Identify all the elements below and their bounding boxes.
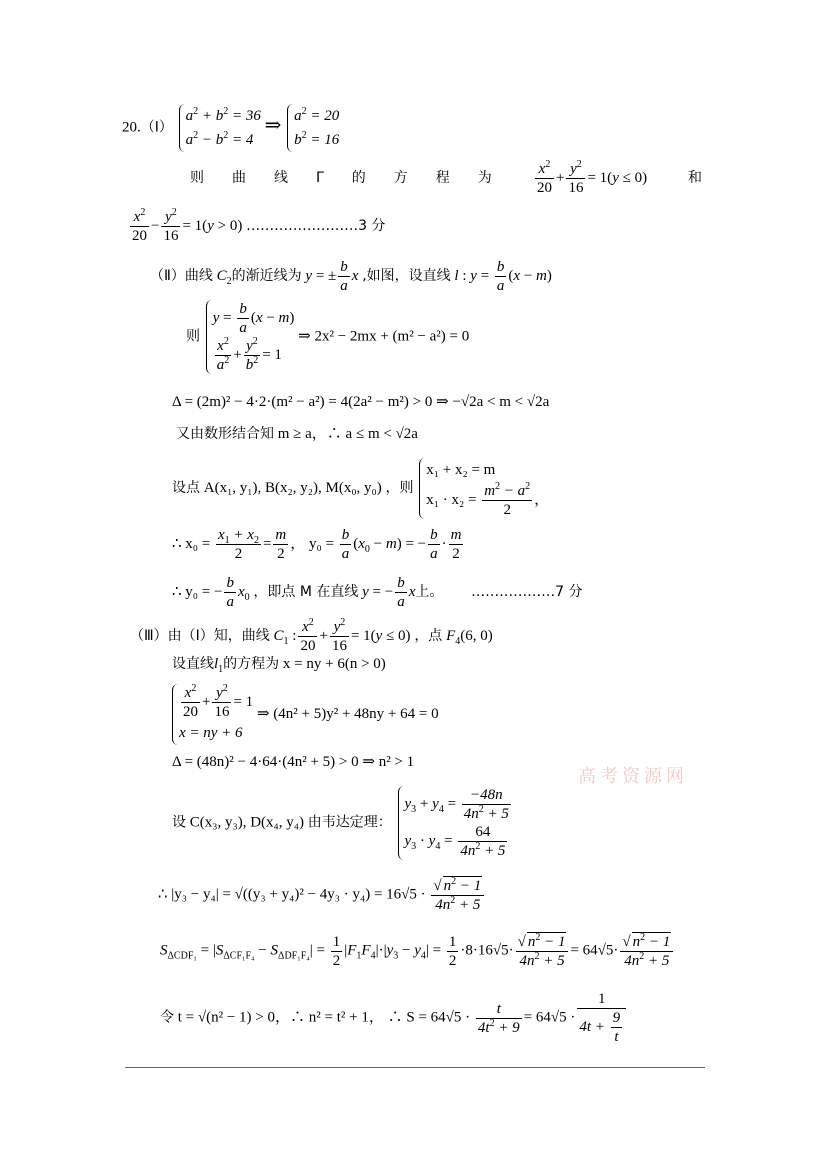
footer-rule <box>125 1067 705 1068</box>
part2-label: （Ⅱ）曲线 <box>150 267 213 284</box>
points-text: A(x₁, y₁), B(x₂, y₂), M(x₀, y₀) <box>203 479 382 496</box>
know-line <box>176 424 418 444</box>
delta3-line <box>172 752 414 772</box>
points-line <box>172 458 549 519</box>
part1-header <box>122 104 339 152</box>
delta-line <box>172 392 549 412</box>
problem-number: 20. <box>122 119 141 136</box>
curve-equation-line <box>190 168 492 188</box>
set-line-text: 设直线 <box>172 656 214 672</box>
part3-label: （Ⅲ）由（Ⅰ）知，曲线 <box>130 627 270 644</box>
score-7: ………………7 分 <box>471 583 583 600</box>
intro-a: 的渐近线为 <box>231 267 302 284</box>
point-text: ，点 <box>414 627 443 644</box>
conclude-line: ∴ y₀ = − $\frac{b}{a}$ $x_0$ ，即点 M 在直线 y = − $\frac{b}{a}$ x上。 ………………7 分 <box>172 575 583 610</box>
midpoint-line: ∴ x₀ = $\frac{x_1 + x_2}{2}$ = $\frac{m}{2}$ ， y₀ = $\frac{b}{a}$ $(x_0 - m)$ = − $\frac{b}{a}$ · $\frac{m}{2}$ <box>172 527 462 562</box>
part2-system <box>186 300 469 374</box>
ellipse-line-system: $\frac{x^2}{20}$ + $\frac{y^2}{16}$ = 1 x = ny + 6 <box>172 684 253 745</box>
system-left: $a^2 + b^2 = 36$ $a^2 - b^2 = 4$ <box>179 104 261 152</box>
diff-line: ∴ |y₃ − y₄| = √((y₃ + y₄)² − 4y₃ · y₄) = 16√5 · $\frac{√ n^2 - 1}{4n^2 + 5}$ <box>158 876 486 914</box>
then2-text: ，则 <box>385 479 414 496</box>
diff-text: ∴ |y₃ − y₄| = √((y₃ + y₄)² − 4y₃ · y₄) = 16√5 · <box>158 886 426 903</box>
know-tail: m ≥ a，∴ a ≤ m < √2a <box>277 426 418 442</box>
x0-text: ∴ x₀ = <box>172 535 211 552</box>
know-text: 又由数形结合知 <box>176 426 274 442</box>
part1-label: （Ⅰ） <box>140 119 173 136</box>
implies-arrow: ⇒ <box>264 114 282 137</box>
conclude-tail: 上。 <box>415 583 444 600</box>
area-line: $S_{\Delta CDF_1} = |S_{\Delta CF_1F_4} - S_{\Delta DF_1F_4}|$ = $\frac{1}{2}$ $|F_1F_4|\cdot|y_3 - y_4|$ = $\frac{1}{2}$ ·8·16√5· $\frac{√ n^2 - 1}{4n^2 + 5}$ = 64√5· $\frac{√ n^2 - 1}{4n^2 + 5}$ <box>160 932 675 970</box>
system-line-eq: x = ny + 6 <box>179 725 243 741</box>
quadratic-y: ⇒ (4n² + 5)y² + 48ny + 64 = 0 <box>256 705 439 722</box>
curve-eq1: $\frac{x^2}{20}$ + $\frac{y^2}{16}$ = 1(y ≤ 0) <box>537 159 648 196</box>
intro-b: ,如图，设直线 <box>362 267 451 284</box>
conclude-mid: ，即点 M 在直线 <box>253 583 359 600</box>
curve-eq2: $\frac{x^2}{20}$ − $\frac{y^2}{16}$ = 1(y > 0) ……………………3 分 <box>132 207 386 244</box>
let-text: 令 <box>160 1009 174 1026</box>
y0-text: y₀ = <box>309 535 334 552</box>
part2-intro: （Ⅱ）曲线 $C_2$的渐近线为 y = ± $\frac{b}{a}$ x ,如图，设直线 l : y = $\frac{b}{a}$ (x − m) <box>150 259 552 294</box>
substitution-line: 令 t = √(n² − 1) > 0，∴ n² = t² + 1， ∴ S = 64√5 · $\frac{t}{4t^2 + 9}$ = 64√5 · 1 4t + $\frac{9}{t}$ <box>160 990 628 1046</box>
delta3-text: Δ = (48n)² − 4·64·(4n² + 5) > 0 ⇒ n² > 1 <box>172 754 415 770</box>
watermark: 高考资源网 <box>578 766 688 787</box>
score-3: ……………………3 分 <box>246 217 386 234</box>
vieta-system: x₁ + x₂ = m x₁ · x₂ = $\frac{m^2 - a^2}{2}$ ， <box>419 458 549 519</box>
area-tail: ∴ S = 64√5 · <box>387 1009 471 1026</box>
quadratic-result: ⇒ 2x² − 2mx + (m² − a²) = 0 <box>298 328 470 345</box>
then-text: 则 <box>186 328 200 345</box>
and-text: 和 <box>688 170 702 186</box>
conclude-text: ∴ y₀ = − <box>172 583 223 600</box>
curve-text: 则 曲 线 Γ 的 方 程 为 <box>190 170 492 186</box>
set-line-tail: 的方程为 <box>223 656 280 672</box>
cd-line <box>172 786 513 860</box>
line-ellipse-system: y = $\frac{b}{a}$ (x − m) $\frac{x^2}{a^2}$ + $\frac{y^2}{b^2}$ = 1 <box>206 300 295 374</box>
set-points-text: 设点 <box>172 479 200 496</box>
line-l1: 设直线$l_1$的方程为 x = ny + 6(n > 0) <box>172 656 386 675</box>
vieta-text: 由韦达定理： <box>307 814 392 831</box>
line-eq: x = ny + 6(n > 0) <box>282 656 386 672</box>
let-mid: t = √(n² − 1) > 0，∴ n² = t² + 1， <box>177 1009 384 1026</box>
part3-system <box>170 684 439 745</box>
delta-text: Δ = (2m)² − 4·2·(m² − a²) = 4(2a² − m²) > 0 ⇒ −√2a < m < √2a <box>172 394 550 410</box>
vieta-product: x₁ · x₂ = <box>426 491 477 508</box>
set-cd-text: 设 <box>172 814 186 831</box>
part3-intro: （Ⅲ）由（Ⅰ）知，曲线 $C_1$ : $\frac{x^2}{20}$ + $\frac{y^2}{16}$ = 1(y ≤ 0) ，点 $F_4(6$, 0) <box>130 617 493 654</box>
vieta-sum: x₁ + x₂ = m <box>426 462 496 478</box>
vieta3-system: $y_3 + y_4$ = $\frac{-48n}{4n^2 + 5}$ $y_3 \cdot y_4$ = $\frac{64}{4n^2 + 5}$ <box>398 786 513 860</box>
system-right: $a^2 = 20$ $b^2 = 16$ <box>287 104 339 152</box>
cd-points: C(x₃, y₃), D(x₄, y₄) <box>189 814 304 831</box>
